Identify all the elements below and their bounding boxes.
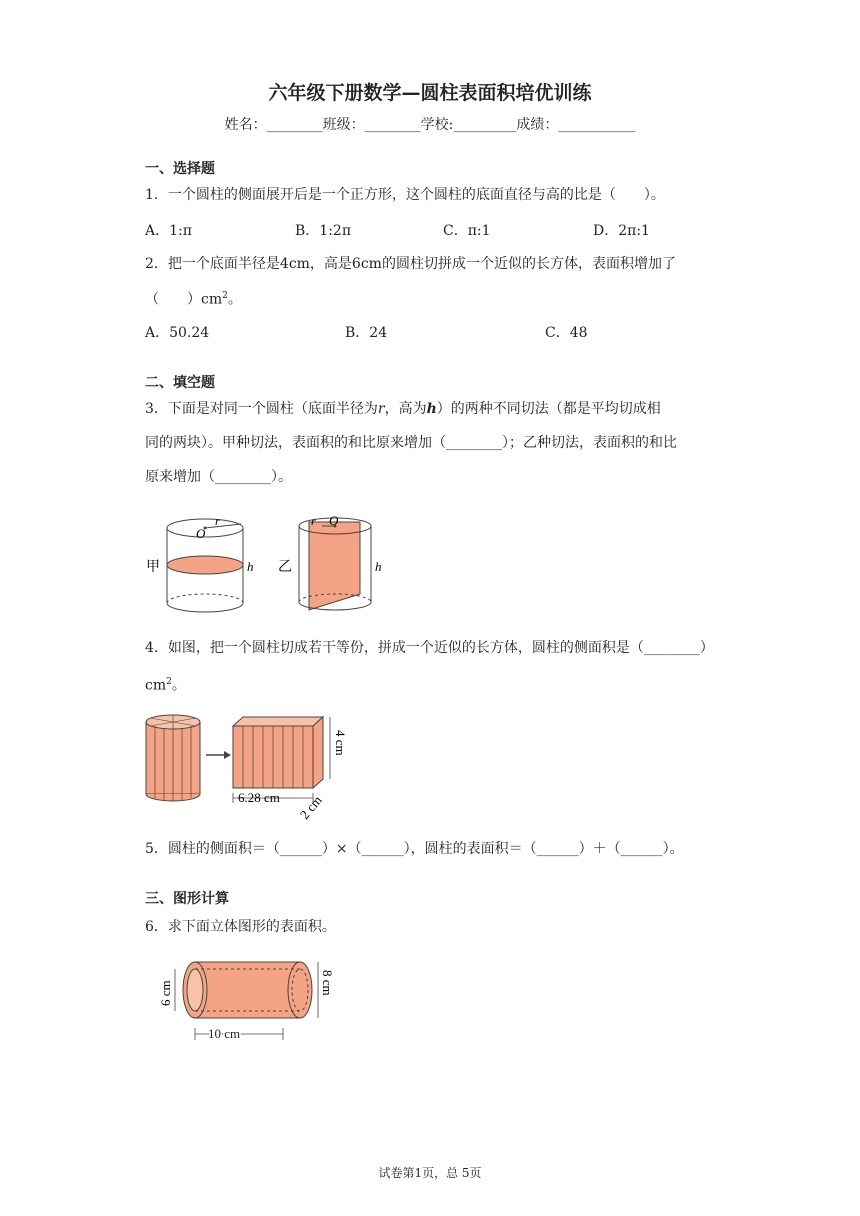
q1-option-d: D．2π:1 xyxy=(593,223,650,239)
question-2-text: 2．把一个底面半径是4cm，高是6cm的圆柱切拼成一个近似的长方体，表面积增加了 xyxy=(145,256,676,272)
q1-option-b: B．1:2π xyxy=(295,223,352,239)
question-4-text-line2: $cm^2$。 xyxy=(145,677,186,694)
outer-diameter-label: 8 cm xyxy=(320,970,335,996)
cuboid-height-label: 4 cm xyxy=(333,730,348,756)
question-3-text-line1: 3．下面是对同一个圆柱（底面半径为r，高为h）的两种不同切法（都是平均切成相 xyxy=(145,401,661,417)
q2-option-b: B．24 xyxy=(345,325,388,341)
q1-option-a: A．1:π xyxy=(145,223,192,239)
q2-option-a: A．50.24 xyxy=(145,325,210,341)
section-heading-calc: 三、图形计算 xyxy=(145,891,229,907)
label-r-jia: r xyxy=(215,514,220,528)
question-5-text: 5．圆柱的侧面积＝（______）×（______），圆柱的表面积＝（______）＋（______）。 xyxy=(145,841,684,857)
arrow-right-icon xyxy=(206,751,231,759)
question-4-text-line1: 4．如图，把一个圆柱切成若干等份，拼成一个近似的长方体，圆柱的侧面积是（________） xyxy=(145,640,714,656)
q3-cylinder-figure xyxy=(140,508,400,618)
label-h-jia: h xyxy=(247,559,254,574)
question-3-text-line2: 同的两块）。甲种切法，表面积的和比原来增加（________）；乙种切法，表面积的和比 xyxy=(145,435,677,451)
label-h-yi: h xyxy=(375,559,382,574)
cuboid-width-label: 6.28 cm xyxy=(238,790,280,805)
label-r-yi: r xyxy=(311,514,316,528)
page-title: 六年级下册数学—圆柱表面积培优训练 xyxy=(268,82,592,104)
student-info-line: 姓名：________班级：________学校:_________成绩：___________ xyxy=(224,117,636,133)
q4-cylinder-to-cuboid-figure xyxy=(140,710,360,825)
sliced-cylinder xyxy=(146,715,200,801)
label-O-jia: O xyxy=(196,526,206,541)
question-3-text-line3: 原来增加（________）。 xyxy=(145,469,292,485)
question-2-text-line2: （ ）$cm^2$。 xyxy=(145,291,242,308)
q2-option-c: C．48 xyxy=(545,325,588,341)
label-jia: 甲 xyxy=(146,560,160,575)
approx-cuboid xyxy=(233,717,323,788)
hollow-cylinder xyxy=(183,962,312,1018)
question-1-text: 1．一个圆柱的侧面展开后是一个正方形，这个圆柱的底面直径与高的比是（ ）。 xyxy=(145,187,665,203)
q6-hollow-cylinder-figure xyxy=(150,948,335,1048)
page-footer: 试卷第1页，总 5页 xyxy=(378,1166,482,1180)
cylinder-yi xyxy=(299,518,371,610)
length-label: 10 cm xyxy=(208,1026,241,1041)
cuboid-depth-label: 2 cm xyxy=(296,792,325,822)
section-heading-fill: 二、填空题 xyxy=(145,375,215,391)
label-O-yi: O xyxy=(329,513,339,528)
label-yi: 乙 xyxy=(278,560,292,575)
inner-diameter-label: 6 cm xyxy=(158,980,173,1006)
section-heading-choice: 一、选择题 xyxy=(145,161,215,177)
question-6-text: 6．求下面立体图形的表面积。 xyxy=(145,919,336,935)
q1-option-c: C．π:1 xyxy=(443,223,491,239)
